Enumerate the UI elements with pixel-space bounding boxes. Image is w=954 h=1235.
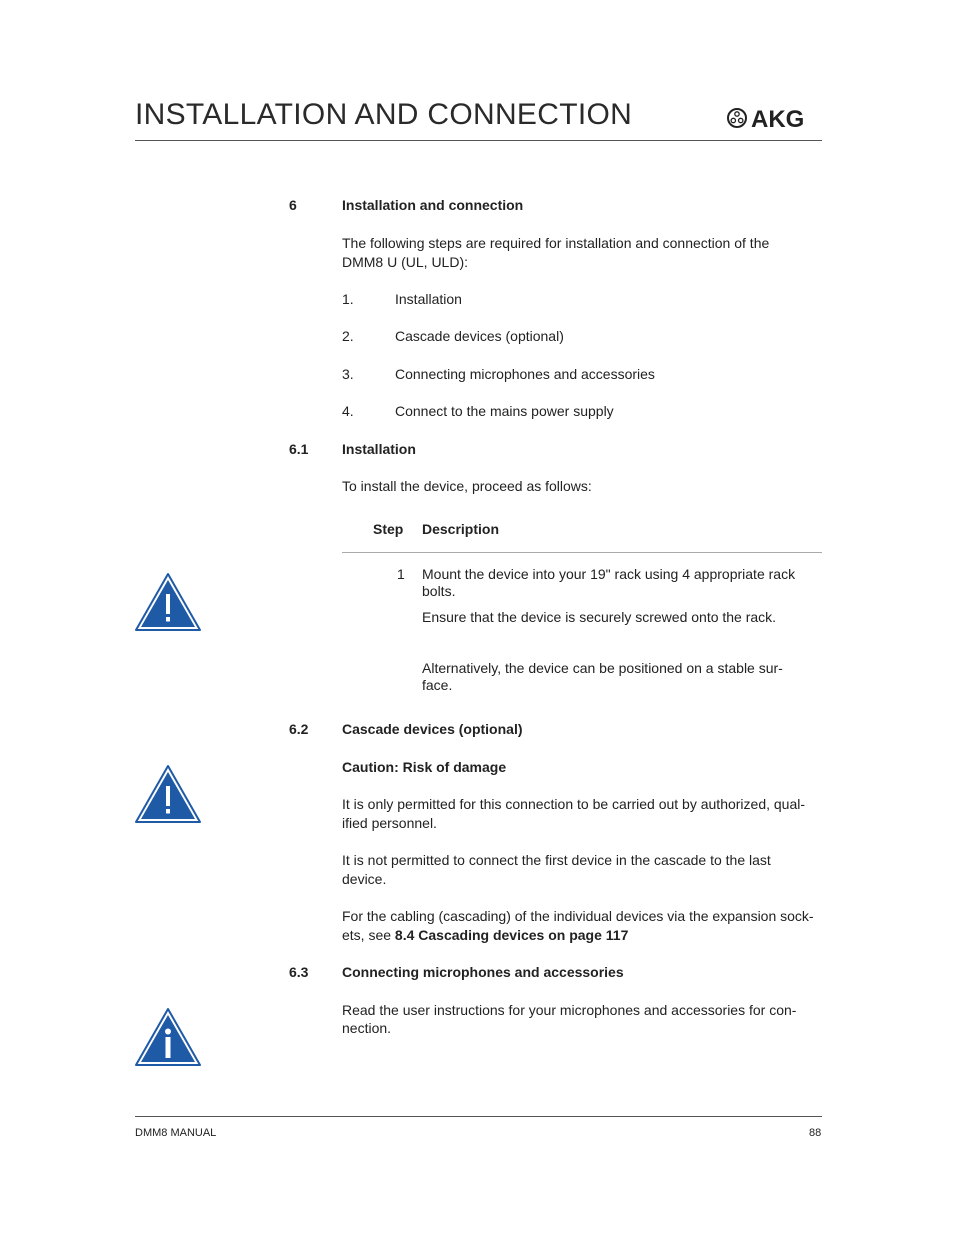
paragraph-line: It is not permitted to connect the first device in the cascade to the last [342, 852, 771, 868]
warning-triangle-icon [134, 764, 202, 825]
info-triangle-icon [134, 1007, 202, 1068]
paragraph-line: DMM8 U (UL, ULD): [342, 254, 469, 270]
table-cell-description: Ensure that the device is securely screwed onto the rack. [422, 609, 777, 625]
table-cell-step: 1 [397, 566, 405, 582]
table-header-description: Description [422, 521, 500, 537]
table-header-rule [342, 552, 822, 553]
section-title: Installation [342, 441, 416, 457]
section-number: 6.3 [289, 964, 309, 980]
table-header-step: Step [373, 521, 404, 537]
akg-logo [727, 106, 825, 130]
section-number: 6.1 [289, 441, 309, 457]
footer-page-number: 88 [809, 1127, 822, 1139]
logo-text: AKG [751, 106, 805, 130]
section-title: Cascade devices (optional) [342, 721, 523, 737]
list-item-text: Installation [395, 291, 462, 307]
page-header-title: INSTALLATION AND CONNECTION [135, 98, 633, 131]
caution-heading: Caution: Risk of damage [342, 759, 507, 775]
cross-reference-link[interactable]: 8.4 Cascading devices on page 117 [394, 927, 629, 943]
paragraph-line: To install the device, proceed as follows: [342, 478, 592, 494]
list-item-number: 4. [342, 403, 354, 419]
section-number: 6.2 [289, 721, 309, 737]
table-cell-description: bolts. [422, 583, 456, 599]
paragraph-text: ets, see [342, 927, 395, 943]
paragraph-line: For the cabling (cascading) of the individual devices via the expansion sock- [342, 908, 814, 924]
section-title: Connecting microphones and accessories [342, 964, 624, 980]
footer-rule [135, 1116, 822, 1117]
table-cell-description: Alternatively, the device can be positioned on a stable sur- [422, 660, 783, 676]
list-item-text: Connect to the mains power supply [395, 403, 614, 419]
list-item-text: Cascade devices (optional) [395, 328, 564, 344]
warning-triangle-icon [134, 572, 202, 633]
list-item-number: 3. [342, 366, 354, 382]
paragraph-line: ified personnel. [342, 815, 437, 831]
footer-manual-name: DMM8 MANUAL [135, 1127, 217, 1139]
paragraph-line: Read the user instructions for your microphones and accessories for con- [342, 1002, 797, 1018]
paragraph-line: nection. [342, 1020, 392, 1036]
paragraph-line [342, 926, 628, 945]
paragraph-line: device. [342, 871, 387, 887]
list-item-number: 1. [342, 291, 354, 307]
list-item-text: Connecting microphones and accessories [395, 366, 655, 382]
table-cell-description: Mount the device into your 19" rack using 4 appropriate rack [422, 566, 796, 582]
section-title: Installation and connection [342, 197, 524, 213]
section-number: 6 [289, 197, 297, 213]
header-rule [135, 140, 822, 141]
list-item-number: 2. [342, 328, 354, 344]
table-cell-description: face. [422, 677, 453, 693]
paragraph-line: It is only permitted for this connection to be carried out by authorized, qual- [342, 796, 806, 812]
paragraph-line: The following steps are required for installation and connection of the [342, 235, 770, 251]
